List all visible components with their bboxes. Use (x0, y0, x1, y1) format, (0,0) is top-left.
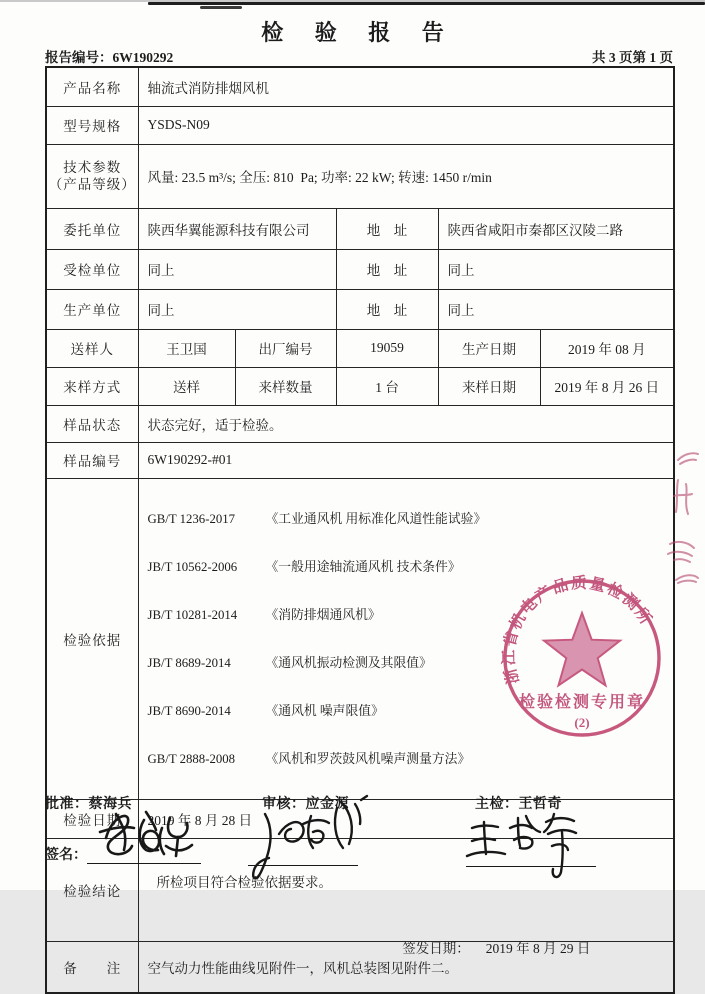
red-seal-fragment (664, 536, 702, 568)
basis-code: JB/T 10562-2006 (147, 559, 238, 574)
approve-name: 蔡海兵 (88, 797, 132, 812)
table-row (46, 329, 674, 367)
tech-params-value: 风量: 23.5 m³/s; 全压: 810 Pa; 功率: 22 kW; 转速: 1450 r/min (138, 144, 674, 208)
basis-code: JB/T 10281-2014 (147, 607, 238, 622)
inspected-address-label: 地 址 (336, 249, 438, 289)
tech-params-label (46, 144, 138, 208)
inspected-unit-label: 受检单位 (46, 249, 138, 289)
basis-title: 《工业通风机 用标准化风道性能试验》 (265, 511, 487, 526)
issue-date-line (369, 921, 591, 973)
client-address-value: 陕西省咸阳市秦都区汉陵二路 (438, 208, 674, 249)
manufacturer-value: 同上 (138, 289, 336, 329)
client-value: 陕西华翼能源科技有限公司 (138, 208, 336, 249)
remark-label: 备 注 (46, 942, 138, 993)
table-row (46, 208, 674, 249)
table-row (46, 367, 674, 405)
factory-no-label: 出厂编号 (235, 329, 336, 367)
inspected-address-value: 同上 (438, 249, 674, 289)
client-address-label: 地 址 (336, 208, 438, 249)
scan-artifact-blob (200, 6, 242, 9)
page-count: 共 3 页第 1 页 (592, 50, 673, 65)
sampling-qty-label: 来样数量 (235, 367, 336, 405)
basis-code: JB/T 8689-2014 (147, 655, 231, 670)
remark-value: 空气动力性能曲线见附件一，风机总装图见附件二。 (138, 942, 674, 993)
product-name-value: 轴流式消防排烟风机 (138, 67, 674, 106)
sample-sender-label: 送样人 (46, 329, 138, 367)
sample-no-value: 6W190292-#01 (138, 442, 674, 478)
signature-ying-jinyuan (243, 794, 373, 890)
inspected-unit-value: 同上 (138, 249, 336, 289)
factory-no-value: 19059 (336, 329, 438, 367)
tech-params-label-line2: （产品等级） (48, 177, 136, 192)
inspection-date-value: 2019 年 8 月 28 日 (138, 800, 674, 839)
sample-state-label: 样品状态 (46, 405, 138, 442)
basis-title: 《一般用途轴流通风机 技术条件》 (265, 559, 461, 574)
production-date-value: 2019 年 08 月 (540, 329, 674, 367)
signature-label: 签名： (45, 848, 87, 863)
production-date-label: 生产日期 (438, 329, 540, 367)
page-title: 检 验 报 告 (261, 20, 457, 45)
red-seal-fragment (672, 568, 702, 588)
stamp-number: (2) (574, 715, 590, 730)
model-spec-value: YSDS-N09 (138, 106, 674, 144)
product-name-label: 产品名称 (46, 67, 138, 106)
chief-name: 王哲奇 (518, 797, 562, 812)
basis-code: JB/T 8690-2014 (147, 703, 231, 718)
basis-title: 《通风机 噪声限值》 (265, 703, 384, 718)
report-header-line (45, 46, 673, 66)
client-label: 委托单位 (46, 208, 138, 249)
star-icon (544, 613, 620, 685)
basis-item (148, 511, 674, 527)
stamp-org-text: 浙江省机电产品质量检测所 (500, 574, 655, 686)
basis-title: 《消防排烟通风机》 (265, 607, 381, 622)
scan-artifact-top-dark (148, 2, 705, 5)
sampling-method-label: 来样方式 (46, 367, 138, 405)
model-spec-label: 型号规格 (46, 106, 138, 144)
table-row (46, 289, 674, 329)
sampling-date-label: 来样日期 (438, 367, 540, 405)
manufacturer-address-value: 同上 (438, 289, 674, 329)
report-no-label: 报告编号： (45, 50, 113, 65)
approve-label: 批准： (45, 797, 89, 812)
manufacturer-address-label: 地 址 (336, 289, 438, 329)
basis-code: GB/T 1236-2017 (147, 511, 236, 526)
manufacturer-label: 生产单位 (46, 289, 138, 329)
signature-wang-zheqi (462, 804, 607, 888)
basis-code: GB/T 2888-2008 (147, 751, 236, 766)
sampling-qty-value: 1 台 (336, 367, 438, 405)
sample-state-value: 状态完好，适于检验。 (138, 405, 674, 442)
basis-item (148, 751, 674, 767)
basis-title: 《通风机振动检测及其限值》 (265, 655, 432, 670)
conclusion-label: 检验结论 (46, 839, 138, 942)
report-no-value: 6W190292 (112, 50, 174, 65)
table-row (46, 249, 674, 289)
issue-date-label: 签发日期： (402, 941, 470, 957)
official-stamp (496, 572, 668, 744)
red-seal-fragment (668, 476, 702, 522)
sample-no-label: 样品编号 (46, 442, 138, 478)
table-row (46, 442, 674, 478)
inspection-date-label: 检验日期 (46, 800, 138, 839)
basis-title: 《风机和罗茨鼓风机噪声测量方法》 (265, 751, 471, 766)
inspection-basis-label: 检验依据 (46, 478, 138, 800)
table-row (46, 144, 674, 208)
sampling-method-value: 送样 (138, 367, 235, 405)
table-row (46, 405, 674, 442)
issue-date-value: 2019 年 8 月 29 日 (485, 941, 591, 957)
sampling-date-value: 2019 年 8 月 26 日 (540, 367, 674, 405)
table-row (46, 67, 674, 106)
stamp-purpose-text: 检验检测专用章 (518, 694, 646, 711)
review-name: 应金源 (305, 797, 349, 812)
conclusion-text: 所检项目符合检验依据要求。 (156, 875, 332, 891)
table-row (46, 106, 674, 144)
signature-cai-haibing (92, 804, 197, 866)
tech-params-label-line1: 技术参数 (63, 160, 122, 175)
review-label: 审核： (262, 797, 306, 812)
sample-sender-value: 王卫国 (138, 329, 235, 367)
chief-label: 主检： (475, 797, 519, 812)
red-seal-fragment (674, 446, 702, 468)
